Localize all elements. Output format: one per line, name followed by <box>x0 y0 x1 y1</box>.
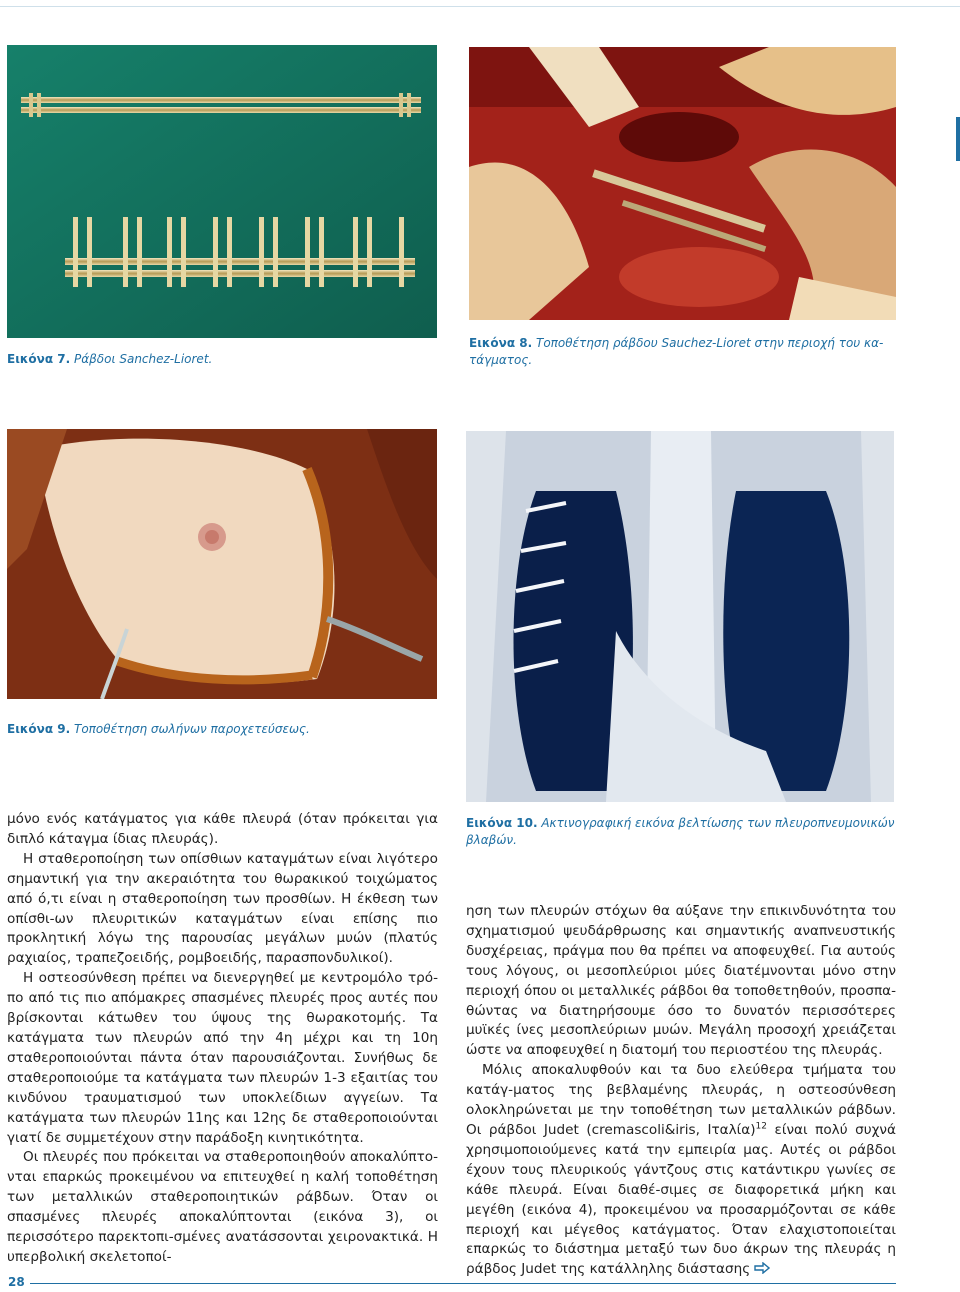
figure-7-caption <box>7 351 212 368</box>
paragraph: Οι πλευρές που πρόκειται να σταθεροποιηθούν αποκαλύπτο-νται επαρκώς προκειμένου να επιτευχθεί η καλή τοποθέτηση των μεταλλικών σταθεροποιητικών ράβδων. Όταν οι σπασμένες πλευρές αποκαλύπτονται (εικόνα 3), οι περισσότερο παρεκτοπι-σμένες ανατάσσονται χειρονακτικά. Η υπερβολική σκελετοποί- <box>7 1149 438 1265</box>
figure-10-caption <box>466 815 906 849</box>
paragraph-text: είναι πολύ συχνά χρησιμοποιούμενες κατά την εμπειρία μας. Αυτές οι ράβδοι έχουν τους πλευρικούς γάντζους στις κατάντικρυ γωνίες σε κάθε πλευρά. Είναι διαθέ-σιμες σε διαφορετικά μήκη και μεγέθη (εικόνα 4), προκειμένου να προσαρμόζονται σε κάθε περιοχή και μέγεθος κατάγματος. Όταν ελαχιστοποιείται επαρκώς το διάστημα μεταξύ των δυο άκρων της πλευράς η ράβδος Judet της κατάλληλης διάστασης <box>466 1121 896 1278</box>
figure-8-image <box>469 47 896 320</box>
figure-10-text: Ακτινογραφική εικόνα βελτίωσης των πλευροπνευμονικών <box>541 816 895 830</box>
figure-10-image <box>466 431 894 802</box>
paragraph: Η οστεοσύνθεση πρέπει να διενεργηθεί με κεντρομόλο τρό-πο από τις πιο απόμακρες σπασμένες πλευρές προς αυτές που βρίσκονται κάτωθεν του ύψους της θωρακοτομής. Τα κατάγματα των πλευρών από την 4η μέχρι και τη 10η σταθεροποιούνται πάντα όταν παρουσιάζονται. Συνήθως δε σταθεροποιούμε τα κατάγματα των πλευρών 1-3 εξαιτίας του κινδύνου τραυματισμού των υποκλείδιων αγγείων. Τα κατάγματα των πλευρών 11ης και 12ης δε σταθεροποιούνται γιατί δε συμμετέχουν στην παράδοξη κινητικότητα. <box>7 970 438 1146</box>
body-column-left <box>7 810 438 1268</box>
figure-9-image <box>7 429 437 699</box>
figure-10-label: Εικόνα 10. <box>466 816 538 830</box>
figure-8-text: Τοποθέτηση ράβδου Sauchez-Lioret στην περιοχή του κα- <box>535 336 884 350</box>
figure-7-label: Εικόνα 7. <box>7 352 71 366</box>
paragraph-text: Μόλις αποκαλυφθούν και τα δυο ελεύθερα τμήματα του κατάγ-ματος της βεβλαμένης πλευράς, η οστεοσύνθεση ολοκληρώνεται με την τοποθέτηση των μεταλλικών ράβδων. Οι ράβδοι Judet (cremascoli&iris, Ιταλία) <box>466 1062 896 1138</box>
figure-9-label: Εικόνα 9. <box>7 722 71 736</box>
page-number: 28 <box>8 1275 25 1289</box>
figure-8-caption <box>469 335 899 369</box>
paragraph: μόνο ενός κατάγματος για κάθε πλευρά (όταν πρόκειται για διπλό κάταγμα ίδιας πλευράς). <box>7 811 438 847</box>
top-rule <box>0 6 960 7</box>
figure-7-text: Ράβδοι Sanchez-Lioret. <box>73 352 213 366</box>
arrow-right-outline-icon <box>754 1262 770 1274</box>
figure-8-text-cont: τάγματος. <box>469 353 533 367</box>
paragraph: ηση των πλευρών στόχων θα αύξανε την επικινδυνότητα του σχηματισμού ψευδάρθρωσης και σημαντικής αναπνευστικής δυσχέρειας, πράγμα που θα πρέπει να αποφευχθεί. Για αυτούς τους λόγους, οι μεσοπλεύριοι μύες διατέμνονται μόνο στην περιοχή όπου οι μεταλλικές ράβδοι θα τοποθετηθούν, προσπα-θώντας να διατηρήσουμε όσο το δυνατόν περισσότερες μυϊκές ίνες μεσοπλεύριων μυών. Μεγάλη προσοχή χρειάζεται ώστε να αποφευχθεί η διατομή του περιοστέου της πλευράς. <box>466 903 896 1059</box>
body-column-right <box>466 902 896 1280</box>
footer-rule <box>30 1283 896 1284</box>
figure-9-caption <box>7 721 310 738</box>
paragraph: Η σταθεροποίηση των οπίσθιων καταγμάτων είναι λιγότερο σημαντική για την ακεραιότητα του θωρακικού τοιχώματος από ό,τι είναι η σταθεροποίηση των προσθίων. Η έκθεση των οπίσθι-ων πλευριτικών καταγμάτων είναι επίσης πιο προκλητική λόγω της παρουσίας μεγάλων μυών (πλατύς ραχιαίος, τραπεζοειδής, ρομβοειδής, παρασπονδυλικοί). <box>7 850 438 967</box>
paragraph <box>466 1061 896 1280</box>
figure-7-image <box>7 45 437 338</box>
figure-9-text: Τοποθέτηση σωλήνων παροχετεύσεως. <box>73 722 310 736</box>
page-edge-accent <box>956 117 960 161</box>
figure-8-label: Εικόνα 8. <box>469 336 533 350</box>
reference-superscript: 12 <box>755 1121 767 1132</box>
figure-10-text-cont: βλαβών. <box>466 833 517 847</box>
